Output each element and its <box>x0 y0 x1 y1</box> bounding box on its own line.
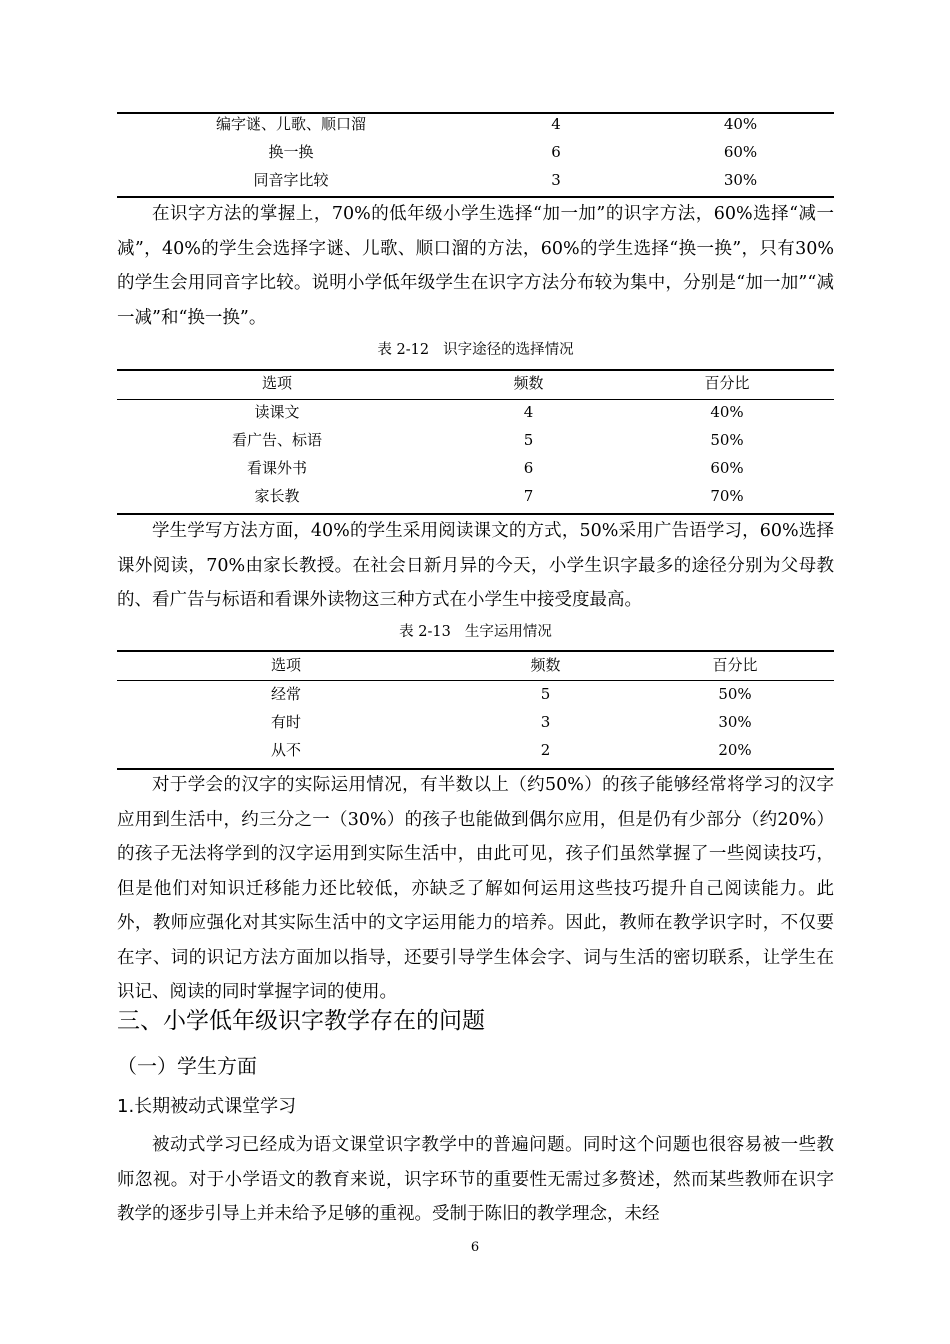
cell-pct: 40% <box>710 403 744 421</box>
cell-option: 编字谜、儿歌、顺口溜 <box>215 115 366 133</box>
subsection-heading: （一）学生方面 <box>117 1054 257 1078</box>
page-number: 6 <box>470 1240 480 1255</box>
section-heading: 三、小学低年级识字教学存在的问题 <box>117 1008 485 1034</box>
cell-pct: 70% <box>710 487 744 505</box>
cell-freq: 6 <box>523 459 534 477</box>
cell-pct: 30% <box>718 713 752 731</box>
cell-pct: 50% <box>718 685 752 703</box>
cell-freq: 4 <box>523 403 534 421</box>
table-row <box>117 680 834 708</box>
cell-freq: 3 <box>540 713 551 731</box>
cell-pct: 30% <box>723 171 758 189</box>
cell-option: 家长教 <box>254 487 300 505</box>
body-paragraph-4: 被动式学习已经成为语文课堂识字教学中的普遍问题。同时这个问题也很容易被一些教师忽视。对于小学语文的教育来说，识字环节的重要性无需过多赘述，然而某些教师在识字教学的逐步引导上并未给予足够的重视。受制于陈旧的教学理念，未经 <box>117 1135 834 1224</box>
cell-freq: 4 <box>551 115 561 133</box>
body-paragraph-3: 对于学会的汉字的实际运用情况，有半数以上（约50%）的孩子能够经常将学习的汉字应用到生活中，约三分之一（30%）的孩子也能做到偶尔应用，但是仍有少部分（约20%）的孩子无法将学到的汉字运用到实际生活中，由此可见，孩子们虽然掌握了一些阅读技巧，但是他们对知识迁移能力还比较低，亦缺乏了解如何运用这些技巧提升自己阅读能力。此外，教师应强化对其实际生活中的文字运用能力的培养。因此，教师在教学识字时，不仅要在字、词的识记方法方面加以指导，还要引导学生体会字、词与生活的密切联系，让学生在识记、阅读的同时掌握字词的使用。 <box>117 775 834 1002</box>
table-header-row <box>117 650 834 680</box>
table-2-13 <box>117 650 834 764</box>
cell-option: 看广告、标语 <box>231 431 322 449</box>
cell-pct: 40% <box>723 115 758 133</box>
body-paragraph-1: 在识字方法的掌握上，70%的低年级小学生选择“加一加”的识字方法，60%选择“减一减”，40%的学生会选择字谜、儿歌、顺口溜的方法，60%的学生选择“换一换”，只有30%的学生会用同音字比较。说明小学低年级学生在识字方法分布较为集中，分别是“加一加”“减一减”和“换一换”。 <box>117 204 834 328</box>
table-row <box>117 426 834 454</box>
table-row <box>117 398 834 426</box>
table-2-12 <box>117 368 834 510</box>
cell-pct: 60% <box>723 143 758 161</box>
table-row <box>117 708 834 736</box>
cell-pct: 20% <box>718 741 752 759</box>
header-option: 选项 <box>270 656 301 674</box>
cell-option: 同音字比较 <box>253 171 329 189</box>
cell-option: 换一换 <box>268 143 314 161</box>
table-number: 表 2-12 <box>377 342 430 358</box>
table-row <box>117 736 834 764</box>
table-title: 识字途径的选择情况 <box>443 342 574 358</box>
body-paragraph-2: 学生学写方法方面，40%的学生采用阅读课文的方式，50%采用广告语学习，60%选择课外阅读，70%由家长教授。在社会日新月异的今天，小学生识字最多的途径分别为父母教的、看广告与标语和看课外读物这三种方式在小学生中接受度最高。 <box>117 521 834 610</box>
table-row <box>117 166 834 194</box>
cell-option: 经常 <box>270 685 301 703</box>
cell-freq: 5 <box>540 685 551 703</box>
header-freq: 频数 <box>530 656 561 674</box>
table-header-row <box>117 368 834 398</box>
cell-option: 看课外书 <box>246 459 307 477</box>
cell-pct: 60% <box>710 459 744 477</box>
table-row <box>117 138 834 166</box>
cell-freq: 2 <box>540 741 551 759</box>
cell-freq: 5 <box>523 431 534 449</box>
header-freq: 频数 <box>513 374 544 392</box>
header-pct: 百分比 <box>712 656 758 674</box>
table-row <box>117 454 834 482</box>
cell-option: 读课文 <box>254 403 300 421</box>
table-title: 生字运用情况 <box>464 624 552 640</box>
table-caption-2-12 <box>117 340 834 360</box>
cell-freq: 3 <box>551 171 561 189</box>
cell-freq: 6 <box>551 143 561 161</box>
table-row <box>117 482 834 510</box>
header-option: 选项 <box>261 374 292 392</box>
table-2-11-continued <box>117 110 834 194</box>
table-number: 表 2-13 <box>399 624 451 640</box>
cell-freq: 7 <box>523 487 534 505</box>
table-row <box>117 110 834 138</box>
cell-option: 从不 <box>270 741 301 759</box>
header-pct: 百分比 <box>704 374 750 392</box>
sub-subsection-heading: 1.长期被动式课堂学习 <box>117 1096 297 1117</box>
cell-option: 有时 <box>270 713 301 731</box>
table-caption-2-13 <box>117 622 834 642</box>
cell-pct: 50% <box>710 431 744 449</box>
